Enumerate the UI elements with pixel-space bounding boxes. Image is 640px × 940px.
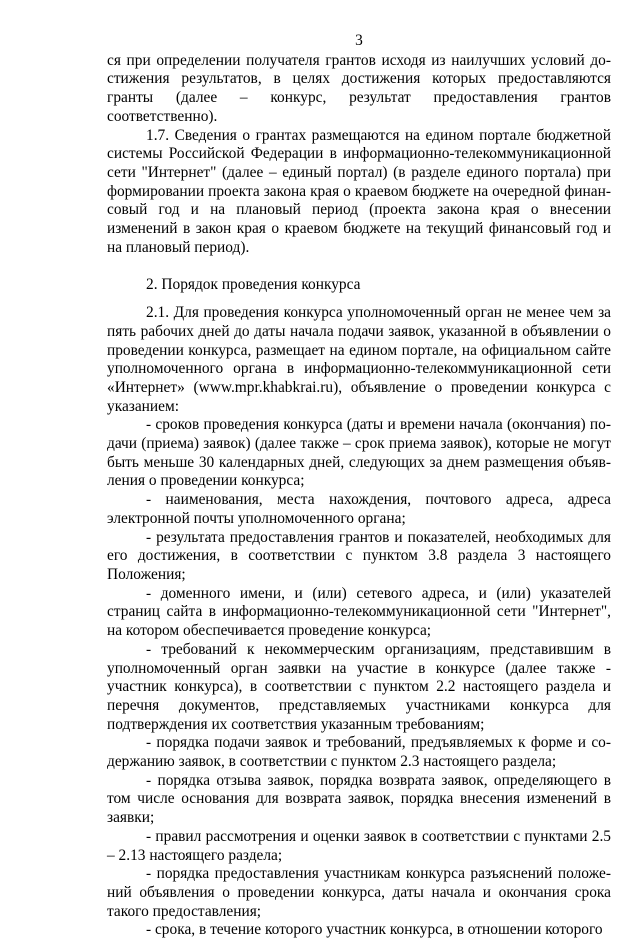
list-item: - доменного имени, и (или) сетевого адреса, и (или) указателей страниц сайта в информационно-телекоммуникационной сети "Интернет", на котором обеспечивается проведение конкурса; [107, 584, 611, 640]
paragraph-continuation: ся при определении получателя грантов исходя из наилучших условий достижения результатов, в целях достижения которых предоставляются гранты (далее – конкурс, результат предоставления грантов соответственно). [107, 51, 611, 125]
paragraph-1-7: 1.7. Сведения о грантах размещаются на едином портале бюджетной системы Российской Федерации в информационно-телекоммуникационной сети "Интернет" (далее – единый портал) (в разделе единого портала) при формировании проекта закона края о краевом бюджете на очередной финансовый год и на плановый период (проекта закона края о внесении изменений в закон края о краевом бюджете на текущий финансовый год и на плановый период). [107, 126, 611, 256]
document-page [107, 32, 611, 940]
list-item: - наименования, места нахождения, почтового адреса, адреса электронной почты уполномоченного органа; [107, 491, 611, 527]
list-item: - порядка предоставления участникам конкурса разъяснений положений объявления о проведении конкурса, даты начала и окончания срока такого предоставления; [107, 865, 611, 920]
list-item: - требований к некоммерческим организациям, представившим в уполномоченный орган заявки на участие в конкурсе (далее также - участник конкурса), в соответствии с пунктом 2.2 настоящего раздела и перечня документов, представляемых участниками конкурса для подтверждения их соответствия указанным требованиям; [107, 640, 611, 733]
list-item: - результата предоставления грантов и показателей, необходимых для его достижения, в соответствии с пунктом 3.8 раздела 3 настоящего Положения; [107, 528, 611, 583]
list-item: - срока, в течение которого участник конкурса, в отношении которого [146, 921, 603, 939]
paragraph-2-1: 2.1. Для проведения конкурса уполномоченный орган не менее чем за пять рабочих дней до даты начала подачи заявок, указанной в объявлении о проведении конкурса, размещает на едином портале, на официальном сайте уполномоченного органа в информационно-телекоммуникационной сети «Интернет» (www.mpr.khabkrai.ru), объявление о проведении конкурса с указанием: [107, 304, 611, 415]
list-item: - сроков проведения конкурса (даты и времени начала (окончания) подачи (приема) заявок) (далее также – срок приема заявок), которые не могут быть меньше 30 календарных дней, следующих за днем размещения объявления о проведении конкурса; [107, 416, 611, 490]
list-item: - правил рассмотрения и оценки заявок в соответствии с пунктами 2.5 – 2.13 настоящего раздела; [107, 827, 611, 864]
page-number: 3 [355, 32, 363, 49]
section-heading: 2. Порядок проведения конкурса [146, 276, 361, 294]
list-item: - порядка подачи заявок и требований, предъявляемых к форме и содержанию заявок, в соответствии с пунктом 2.3 настоящего раздела; [107, 734, 611, 771]
list-item: - порядка отзыва заявок, порядка возврата заявок, определяющего в том числе основания для возврата заявок, порядка внесения изменений в заявки; [107, 771, 611, 827]
